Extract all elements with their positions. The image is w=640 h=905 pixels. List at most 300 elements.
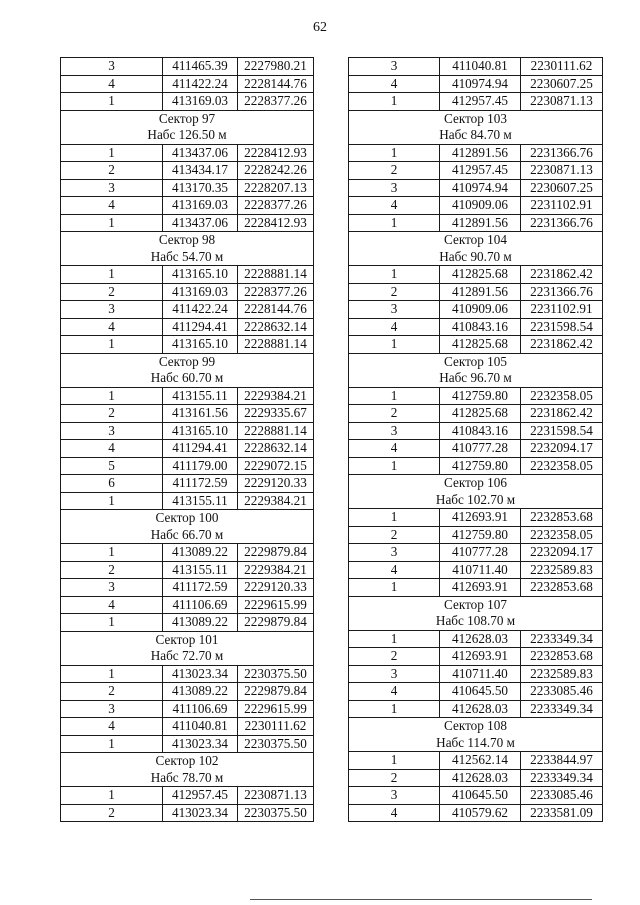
point-number-cell: 1 xyxy=(61,266,163,284)
x-coordinate-cell: 411422.24 xyxy=(163,75,238,93)
y-coordinate-cell: 2231598.54 xyxy=(521,422,603,440)
x-coordinate-cell: 413155.11 xyxy=(163,492,238,510)
table-row xyxy=(349,197,603,215)
table-row xyxy=(349,422,603,440)
sector-title: Сектор 104 xyxy=(349,232,603,249)
sector-title: Сектор 99 xyxy=(61,353,314,370)
x-coordinate-cell: 413169.03 xyxy=(163,93,238,111)
sector-height-row xyxy=(349,249,603,266)
x-coordinate-cell: 412628.03 xyxy=(440,700,521,718)
y-coordinate-cell: 2231366.76 xyxy=(521,144,603,162)
sector-title-row xyxy=(349,110,603,127)
point-number-cell: 3 xyxy=(61,700,163,718)
table-row xyxy=(61,579,314,597)
y-coordinate-cell: 2231862.42 xyxy=(521,266,603,284)
x-coordinate-cell: 412957.45 xyxy=(163,787,238,805)
y-coordinate-cell: 2227980.21 xyxy=(238,58,314,76)
point-number-cell: 1 xyxy=(349,509,440,527)
point-number-cell: 1 xyxy=(61,614,163,632)
table-row xyxy=(61,144,314,162)
table-row xyxy=(61,440,314,458)
y-coordinate-cell: 2233085.46 xyxy=(521,787,603,805)
y-coordinate-cell: 2231102.91 xyxy=(521,197,603,215)
x-coordinate-cell: 410711.40 xyxy=(440,665,521,683)
point-number-cell: 1 xyxy=(61,787,163,805)
x-coordinate-cell: 413023.34 xyxy=(163,665,238,683)
x-coordinate-cell: 412562.14 xyxy=(440,752,521,770)
table-row xyxy=(61,318,314,336)
table-row xyxy=(61,162,314,180)
point-number-cell: 4 xyxy=(61,197,163,215)
sector-height: Набс 102.70 м xyxy=(349,492,603,509)
point-number-cell: 2 xyxy=(61,283,163,301)
point-number-cell: 3 xyxy=(349,544,440,562)
sector-height-row xyxy=(349,735,603,752)
x-coordinate-cell: 412825.68 xyxy=(440,266,521,284)
y-coordinate-cell: 2230111.62 xyxy=(521,58,603,76)
point-number-cell: 4 xyxy=(349,75,440,93)
y-coordinate-cell: 2228632.14 xyxy=(238,440,314,458)
sector-height-row xyxy=(349,492,603,509)
bottom-rule xyxy=(250,899,592,900)
table-row xyxy=(349,700,603,718)
sector-height: Набс 114.70 м xyxy=(349,735,603,752)
x-coordinate-cell: 413165.10 xyxy=(163,422,238,440)
x-coordinate-cell: 411179.00 xyxy=(163,457,238,475)
sector-height: Набс 54.70 м xyxy=(61,249,314,266)
sector-title: Сектор 106 xyxy=(349,475,603,492)
table-row xyxy=(349,561,603,579)
y-coordinate-cell: 2229335.67 xyxy=(238,405,314,423)
sector-title: Сектор 100 xyxy=(61,510,314,527)
x-coordinate-cell: 410579.62 xyxy=(440,804,521,822)
point-number-cell: 1 xyxy=(61,735,163,753)
point-number-cell: 1 xyxy=(61,387,163,405)
x-coordinate-cell: 411106.69 xyxy=(163,596,238,614)
y-coordinate-cell: 2233349.34 xyxy=(521,769,603,787)
table-row xyxy=(61,197,314,215)
x-coordinate-cell: 412693.91 xyxy=(440,579,521,597)
x-coordinate-cell: 413089.22 xyxy=(163,683,238,701)
point-number-cell: 1 xyxy=(61,336,163,354)
sector-title-row xyxy=(61,510,314,527)
sector-height: Набс 96.70 м xyxy=(349,370,603,387)
sector-height-row xyxy=(61,370,314,387)
point-number-cell: 6 xyxy=(61,475,163,493)
y-coordinate-cell: 2233085.46 xyxy=(521,683,603,701)
point-number-cell: 3 xyxy=(349,58,440,76)
x-coordinate-cell: 411040.81 xyxy=(440,58,521,76)
point-number-cell: 4 xyxy=(349,683,440,701)
table-row xyxy=(61,58,314,76)
point-number-cell: 1 xyxy=(349,630,440,648)
table-row xyxy=(61,457,314,475)
x-coordinate-cell: 410843.16 xyxy=(440,422,521,440)
sector-height: Набс 78.70 м xyxy=(61,770,314,787)
table-row xyxy=(61,544,314,562)
table-row xyxy=(61,492,314,510)
table-row xyxy=(61,336,314,354)
point-number-cell: 3 xyxy=(349,787,440,805)
point-number-cell: 4 xyxy=(349,561,440,579)
table-row xyxy=(61,422,314,440)
table-row xyxy=(349,58,603,76)
y-coordinate-cell: 2229384.21 xyxy=(238,492,314,510)
table-row xyxy=(349,214,603,232)
table-row xyxy=(349,665,603,683)
table-row xyxy=(61,614,314,632)
sector-title-row xyxy=(61,753,314,770)
table-row xyxy=(349,544,603,562)
y-coordinate-cell: 2232589.83 xyxy=(521,561,603,579)
y-coordinate-cell: 2229879.84 xyxy=(238,683,314,701)
point-number-cell: 4 xyxy=(349,804,440,822)
x-coordinate-cell: 413437.06 xyxy=(163,144,238,162)
y-coordinate-cell: 2228377.26 xyxy=(238,197,314,215)
table-row xyxy=(61,387,314,405)
sector-title: Сектор 108 xyxy=(349,718,603,735)
point-number-cell: 1 xyxy=(349,266,440,284)
y-coordinate-cell: 2230375.50 xyxy=(238,804,314,822)
table-row xyxy=(349,630,603,648)
x-coordinate-cell: 411172.59 xyxy=(163,475,238,493)
table-row xyxy=(349,266,603,284)
x-coordinate-cell: 413437.06 xyxy=(163,214,238,232)
table-row xyxy=(61,683,314,701)
sector-title-row xyxy=(349,596,603,613)
table-row xyxy=(349,301,603,319)
table-row xyxy=(349,75,603,93)
point-number-cell: 3 xyxy=(61,301,163,319)
x-coordinate-cell: 412759.80 xyxy=(440,526,521,544)
point-number-cell: 1 xyxy=(349,700,440,718)
table-row xyxy=(61,561,314,579)
point-number-cell: 1 xyxy=(61,665,163,683)
table-row xyxy=(349,769,603,787)
sector-title: Сектор 102 xyxy=(61,753,314,770)
sector-height-row xyxy=(61,527,314,544)
table-row xyxy=(61,75,314,93)
point-number-cell: 4 xyxy=(61,440,163,458)
x-coordinate-cell: 411040.81 xyxy=(163,718,238,736)
table-row xyxy=(349,93,603,111)
y-coordinate-cell: 2232589.83 xyxy=(521,665,603,683)
point-number-cell: 2 xyxy=(349,283,440,301)
x-coordinate-cell: 413170.35 xyxy=(163,179,238,197)
point-number-cell: 5 xyxy=(61,457,163,475)
x-coordinate-cell: 413023.34 xyxy=(163,735,238,753)
x-coordinate-cell: 411294.41 xyxy=(163,318,238,336)
y-coordinate-cell: 2230111.62 xyxy=(238,718,314,736)
table-row xyxy=(61,93,314,111)
point-number-cell: 2 xyxy=(61,804,163,822)
table-row xyxy=(61,179,314,197)
x-coordinate-cell: 412891.56 xyxy=(440,283,521,301)
point-number-cell: 3 xyxy=(349,665,440,683)
sector-height: Набс 108.70 м xyxy=(349,613,603,630)
table-row xyxy=(349,683,603,701)
y-coordinate-cell: 2228412.93 xyxy=(238,214,314,232)
sector-height-row xyxy=(61,648,314,665)
y-coordinate-cell: 2228881.14 xyxy=(238,336,314,354)
sector-title-row xyxy=(61,232,314,249)
x-coordinate-cell: 413434.17 xyxy=(163,162,238,180)
y-coordinate-cell: 2233844.97 xyxy=(521,752,603,770)
y-coordinate-cell: 2231862.42 xyxy=(521,336,603,354)
y-coordinate-cell: 2231598.54 xyxy=(521,318,603,336)
y-coordinate-cell: 2228377.26 xyxy=(238,283,314,301)
sector-height-row xyxy=(349,370,603,387)
table-row xyxy=(61,735,314,753)
point-number-cell: 1 xyxy=(349,214,440,232)
point-number-cell: 1 xyxy=(61,544,163,562)
point-number-cell: 2 xyxy=(61,561,163,579)
x-coordinate-cell: 412759.80 xyxy=(440,457,521,475)
point-number-cell: 2 xyxy=(349,162,440,180)
table-row xyxy=(349,457,603,475)
x-coordinate-cell: 412825.68 xyxy=(440,336,521,354)
point-number-cell: 1 xyxy=(349,336,440,354)
point-number-cell: 1 xyxy=(61,214,163,232)
table-row xyxy=(349,752,603,770)
table-row xyxy=(349,509,603,527)
x-coordinate-cell: 413155.11 xyxy=(163,561,238,579)
table-row xyxy=(349,283,603,301)
table-row xyxy=(349,648,603,666)
x-coordinate-cell: 410909.06 xyxy=(440,301,521,319)
y-coordinate-cell: 2233581.09 xyxy=(521,804,603,822)
x-coordinate-cell: 412693.91 xyxy=(440,509,521,527)
table-row xyxy=(349,387,603,405)
y-coordinate-cell: 2228632.14 xyxy=(238,318,314,336)
x-coordinate-cell: 411172.59 xyxy=(163,579,238,597)
point-number-cell: 2 xyxy=(61,405,163,423)
table-row xyxy=(349,336,603,354)
y-coordinate-cell: 2230871.13 xyxy=(521,162,603,180)
table-row xyxy=(349,144,603,162)
y-coordinate-cell: 2228144.76 xyxy=(238,301,314,319)
sector-title: Сектор 98 xyxy=(61,232,314,249)
table-row xyxy=(61,214,314,232)
y-coordinate-cell: 2231366.76 xyxy=(521,214,603,232)
table-row xyxy=(61,718,314,736)
x-coordinate-cell: 413089.22 xyxy=(163,614,238,632)
point-number-cell: 2 xyxy=(61,683,163,701)
point-number-cell: 4 xyxy=(61,596,163,614)
y-coordinate-cell: 2228881.14 xyxy=(238,266,314,284)
sector-height: Набс 126.50 м xyxy=(61,127,314,144)
x-coordinate-cell: 413169.03 xyxy=(163,283,238,301)
y-coordinate-cell: 2230871.13 xyxy=(238,787,314,805)
sector-title: Сектор 107 xyxy=(349,596,603,613)
x-coordinate-cell: 413165.10 xyxy=(163,336,238,354)
y-coordinate-cell: 2232853.68 xyxy=(521,509,603,527)
y-coordinate-cell: 2228412.93 xyxy=(238,144,314,162)
sector-title: Сектор 105 xyxy=(349,353,603,370)
x-coordinate-cell: 413023.34 xyxy=(163,804,238,822)
point-number-cell: 2 xyxy=(349,769,440,787)
sector-height: Набс 84.70 м xyxy=(349,127,603,144)
point-number-cell: 2 xyxy=(349,526,440,544)
x-coordinate-cell: 410777.28 xyxy=(440,544,521,562)
sector-title-row xyxy=(61,631,314,648)
table-row xyxy=(61,596,314,614)
table-row xyxy=(61,665,314,683)
point-number-cell: 1 xyxy=(61,492,163,510)
x-coordinate-cell: 412693.91 xyxy=(440,648,521,666)
x-coordinate-cell: 412825.68 xyxy=(440,405,521,423)
sector-height-row xyxy=(349,127,603,144)
table-row xyxy=(349,804,603,822)
table-row xyxy=(349,526,603,544)
y-coordinate-cell: 2232094.17 xyxy=(521,440,603,458)
y-coordinate-cell: 2229072.15 xyxy=(238,457,314,475)
sector-title: Сектор 97 xyxy=(61,110,314,127)
y-coordinate-cell: 2232853.68 xyxy=(521,579,603,597)
y-coordinate-cell: 2229879.84 xyxy=(238,544,314,562)
y-coordinate-cell: 2228881.14 xyxy=(238,422,314,440)
y-coordinate-cell: 2231102.91 xyxy=(521,301,603,319)
point-number-cell: 1 xyxy=(349,457,440,475)
y-coordinate-cell: 2229384.21 xyxy=(238,561,314,579)
point-number-cell: 4 xyxy=(61,75,163,93)
x-coordinate-cell: 412891.56 xyxy=(440,214,521,232)
point-number-cell: 2 xyxy=(349,405,440,423)
table-row xyxy=(61,405,314,423)
table-row xyxy=(349,318,603,336)
point-number-cell: 3 xyxy=(349,179,440,197)
page-number: 62 xyxy=(313,20,327,35)
point-number-cell: 4 xyxy=(61,718,163,736)
y-coordinate-cell: 2229384.21 xyxy=(238,387,314,405)
x-coordinate-cell: 411106.69 xyxy=(163,700,238,718)
point-number-cell: 2 xyxy=(61,162,163,180)
x-coordinate-cell: 410843.16 xyxy=(440,318,521,336)
y-coordinate-cell: 2229879.84 xyxy=(238,614,314,632)
x-coordinate-cell: 412891.56 xyxy=(440,144,521,162)
table-row xyxy=(349,179,603,197)
coordinates-table-right xyxy=(348,57,603,822)
x-coordinate-cell: 413161.56 xyxy=(163,405,238,423)
point-number-cell: 3 xyxy=(61,179,163,197)
point-number-cell: 1 xyxy=(349,93,440,111)
x-coordinate-cell: 412957.45 xyxy=(440,93,521,111)
y-coordinate-cell: 2231862.42 xyxy=(521,405,603,423)
table-row xyxy=(349,162,603,180)
table-row xyxy=(61,787,314,805)
point-number-cell: 4 xyxy=(61,318,163,336)
point-number-cell: 3 xyxy=(61,579,163,597)
sector-height: Набс 72.70 м xyxy=(61,648,314,665)
y-coordinate-cell: 2230375.50 xyxy=(238,665,314,683)
point-number-cell: 3 xyxy=(61,422,163,440)
y-coordinate-cell: 2228377.26 xyxy=(238,93,314,111)
y-coordinate-cell: 2229120.33 xyxy=(238,579,314,597)
table-row xyxy=(349,440,603,458)
sector-title-row xyxy=(349,718,603,735)
sector-title-row xyxy=(61,110,314,127)
point-number-cell: 2 xyxy=(349,648,440,666)
point-number-cell: 1 xyxy=(61,93,163,111)
x-coordinate-cell: 411465.39 xyxy=(163,58,238,76)
table-row xyxy=(61,266,314,284)
x-coordinate-cell: 410645.50 xyxy=(440,683,521,701)
sector-title-row xyxy=(349,353,603,370)
y-coordinate-cell: 2228242.26 xyxy=(238,162,314,180)
point-number-cell: 3 xyxy=(349,422,440,440)
y-coordinate-cell: 2230607.25 xyxy=(521,75,603,93)
point-number-cell: 1 xyxy=(61,144,163,162)
x-coordinate-cell: 411422.24 xyxy=(163,301,238,319)
table-row xyxy=(61,283,314,301)
y-coordinate-cell: 2230375.50 xyxy=(238,735,314,753)
sector-height-row xyxy=(61,770,314,787)
sector-height-row xyxy=(61,249,314,266)
point-number-cell: 3 xyxy=(61,58,163,76)
point-number-cell: 4 xyxy=(349,440,440,458)
x-coordinate-cell: 412628.03 xyxy=(440,630,521,648)
sector-title: Сектор 101 xyxy=(61,631,314,648)
x-coordinate-cell: 410974.94 xyxy=(440,179,521,197)
table-row xyxy=(349,405,603,423)
y-coordinate-cell: 2229615.99 xyxy=(238,700,314,718)
y-coordinate-cell: 2229120.33 xyxy=(238,475,314,493)
x-coordinate-cell: 413169.03 xyxy=(163,197,238,215)
y-coordinate-cell: 2232358.05 xyxy=(521,387,603,405)
y-coordinate-cell: 2233349.34 xyxy=(521,630,603,648)
y-coordinate-cell: 2233349.34 xyxy=(521,700,603,718)
y-coordinate-cell: 2232358.05 xyxy=(521,526,603,544)
sector-height: Набс 60.70 м xyxy=(61,370,314,387)
y-coordinate-cell: 2230871.13 xyxy=(521,93,603,111)
point-number-cell: 3 xyxy=(349,301,440,319)
y-coordinate-cell: 2230607.25 xyxy=(521,179,603,197)
y-coordinate-cell: 2232094.17 xyxy=(521,544,603,562)
point-number-cell: 1 xyxy=(349,144,440,162)
x-coordinate-cell: 410711.40 xyxy=(440,561,521,579)
x-coordinate-cell: 410645.50 xyxy=(440,787,521,805)
x-coordinate-cell: 412759.80 xyxy=(440,387,521,405)
point-number-cell: 1 xyxy=(349,579,440,597)
y-coordinate-cell: 2232853.68 xyxy=(521,648,603,666)
y-coordinate-cell: 2228144.76 xyxy=(238,75,314,93)
y-coordinate-cell: 2232358.05 xyxy=(521,457,603,475)
y-coordinate-cell: 2229615.99 xyxy=(238,596,314,614)
sector-title-row xyxy=(349,232,603,249)
table-row xyxy=(61,804,314,822)
point-number-cell: 1 xyxy=(349,387,440,405)
sector-height-row xyxy=(349,613,603,630)
point-number-cell: 4 xyxy=(349,318,440,336)
table-row xyxy=(61,700,314,718)
x-coordinate-cell: 413089.22 xyxy=(163,544,238,562)
sector-height: Набс 90.70 м xyxy=(349,249,603,266)
x-coordinate-cell: 412957.45 xyxy=(440,162,521,180)
coordinates-table-left xyxy=(60,57,314,822)
y-coordinate-cell: 2231366.76 xyxy=(521,283,603,301)
point-number-cell: 1 xyxy=(349,752,440,770)
point-number-cell: 4 xyxy=(349,197,440,215)
x-coordinate-cell: 413165.10 xyxy=(163,266,238,284)
table-row xyxy=(349,787,603,805)
table-row xyxy=(349,579,603,597)
sector-title: Сектор 103 xyxy=(349,110,603,127)
table-row xyxy=(61,475,314,493)
y-coordinate-cell: 2228207.13 xyxy=(238,179,314,197)
sector-title-row xyxy=(349,475,603,492)
x-coordinate-cell: 413155.11 xyxy=(163,387,238,405)
x-coordinate-cell: 410974.94 xyxy=(440,75,521,93)
